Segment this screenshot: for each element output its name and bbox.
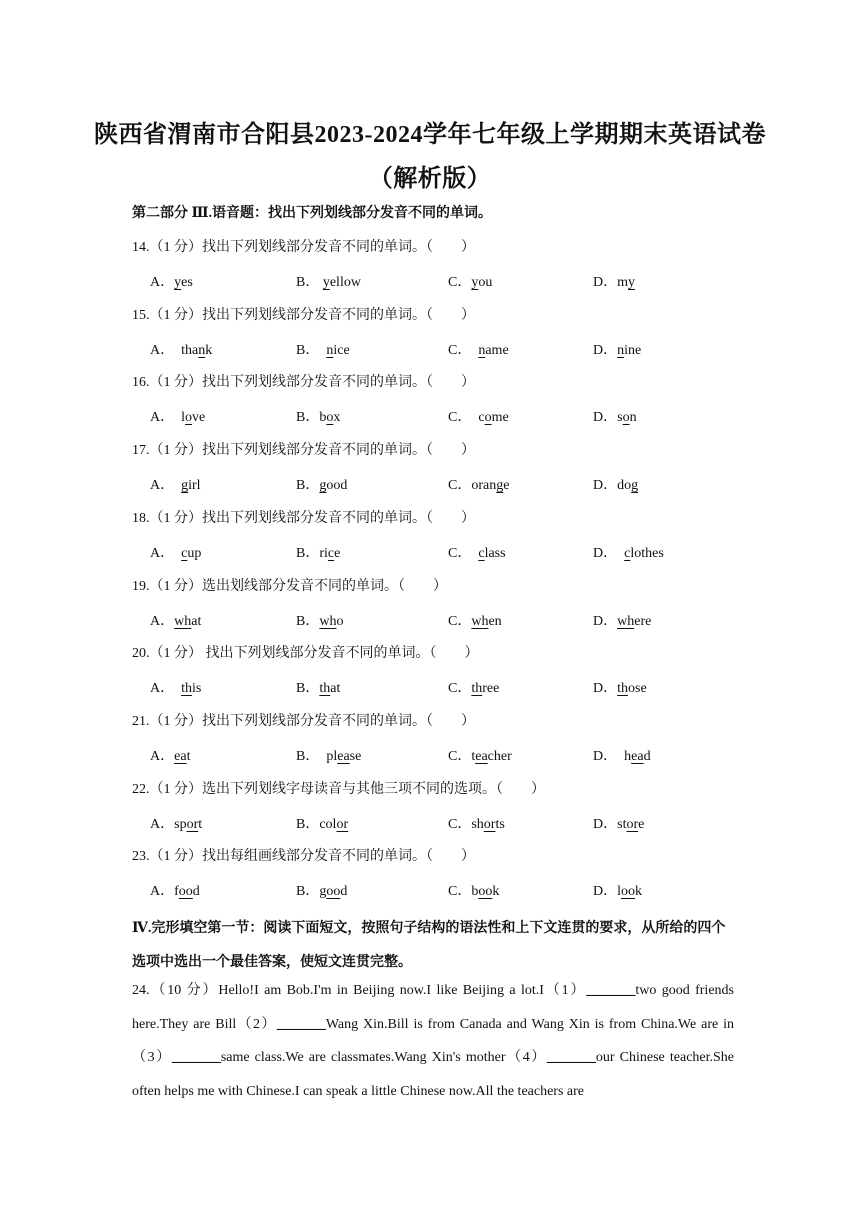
option-letter: A． [150, 816, 175, 832]
answer-option[interactable] [150, 542, 201, 562]
option-word-part: oran [471, 478, 497, 494]
option-letter: D． [593, 478, 618, 494]
underlined-letters: c [478, 545, 485, 561]
underlined-letters: n [478, 342, 486, 358]
underlined-letters: ea [337, 748, 350, 764]
blank-3[interactable]: _______ [171, 1050, 221, 1065]
option-word-part: e [503, 478, 510, 494]
answer-option[interactable] [448, 880, 499, 900]
option-letter: D． [593, 681, 618, 697]
answer-option[interactable] [296, 813, 348, 833]
question-stem: 21.（1 分）找出下列划线部分发音不同的单词。（ ） [132, 713, 475, 729]
answer-option[interactable] [448, 271, 492, 291]
option-letter: D． [593, 816, 618, 832]
option-letter: C． [448, 613, 472, 629]
question-number: 24.（10 分） [132, 983, 219, 998]
question-stem: 19.（1 分）选出划线部分发音不同的单词。（ ） [132, 578, 447, 594]
answer-option[interactable] [593, 542, 664, 562]
answer-option[interactable] [150, 677, 201, 697]
option-word-part: k [492, 884, 500, 900]
option-word-part: ve [192, 410, 206, 426]
answer-option[interactable] [150, 813, 202, 833]
option-word-part: cher [487, 748, 512, 764]
option-word-part: b [319, 410, 327, 426]
option-word-part: ellow [329, 275, 361, 290]
option-letter: C． [448, 681, 472, 697]
underlined-letters: c [624, 545, 631, 561]
underlined-letters: wh [617, 613, 635, 629]
option-word-part: col [319, 816, 337, 832]
option-word-part: tha [174, 342, 199, 358]
option-word-part: at [191, 613, 202, 629]
answer-option[interactable] [593, 880, 642, 900]
answer-option[interactable] [296, 745, 361, 765]
option-letter: C． [448, 275, 472, 290]
underlined-letters: ea [174, 748, 187, 764]
option-word-part: o [336, 613, 344, 629]
question-stem: 23.（1 分）找出每组画线部分发音不同的单词。（ ） [132, 849, 475, 865]
option-letter: A． [150, 681, 175, 697]
answer-option[interactable] [448, 542, 506, 562]
answer-option[interactable] [150, 339, 212, 359]
option-letter: D． [593, 275, 618, 290]
option-word-part: e [638, 816, 645, 832]
option-letter: A． [150, 275, 175, 290]
option-word-part: t [198, 816, 203, 832]
answer-option[interactable] [150, 271, 193, 291]
underlined-letters: ea [631, 748, 644, 764]
underlined-letters: g [181, 478, 189, 494]
underlined-letters: y [174, 275, 182, 290]
option-letter: C． [448, 884, 472, 900]
underlined-letters: o [185, 410, 193, 426]
option-word-part: t [186, 748, 191, 764]
underlined-letters: o [326, 410, 334, 426]
underlined-letters: wh [471, 613, 489, 629]
option-word-part: ood [326, 478, 348, 494]
option-word-part: k [635, 884, 643, 900]
option-word-part: k [205, 342, 213, 358]
option-letter: D． [593, 884, 618, 900]
option-word-part: at [330, 681, 341, 697]
option-letter: B． [296, 816, 320, 832]
option-letter: C． [448, 478, 472, 494]
underlined-letters: th [471, 681, 483, 697]
option-word-part: lass [484, 545, 506, 561]
option-letter: D． [593, 748, 618, 764]
answer-option[interactable] [448, 677, 499, 697]
exam-subtitle: （解析版） [368, 166, 492, 192]
underlined-letters: n [326, 342, 334, 358]
underlined-letters: th [319, 681, 331, 697]
option-word-part: d [192, 884, 200, 900]
option-word-part: ame [485, 342, 509, 358]
answer-option[interactable] [150, 474, 201, 494]
underlined-letters: wh [174, 613, 192, 629]
question-stem: 16.（1 分）找出下列划线部分发音不同的单词。（ ） [132, 375, 475, 391]
question-stem: 20.（1 分） 找出下列划线部分发音不同的单词。（ ） [132, 646, 479, 662]
option-letter: D． [593, 545, 618, 561]
option-letter: C． [448, 748, 472, 764]
underlined-letters: wh [319, 613, 337, 629]
option-letter: B． [296, 342, 320, 358]
question-stem: 17.（1 分）找出下列划线部分发音不同的单词。（ ） [132, 443, 475, 459]
option-word-part: es [181, 275, 193, 290]
option-word-part: lothes [630, 545, 664, 561]
answer-option[interactable] [593, 677, 647, 697]
option-letter: A． [150, 884, 175, 900]
question-stem: 14.（1 分）找出下列划线部分发音不同的单词。（ ） [132, 240, 475, 255]
option-letter: B． [296, 275, 320, 290]
option-word-part: t [471, 748, 476, 764]
underlined-letters: y [322, 275, 330, 290]
exam-title: 陕西省渭南市合阳县2023-2024学年七年级上学期期末英语试卷 [94, 122, 766, 148]
underlined-letters: y [628, 275, 636, 290]
option-letter: D． [593, 613, 618, 629]
answer-option[interactable] [448, 474, 509, 494]
answer-option[interactable] [593, 610, 651, 630]
option-word-part: ree [482, 681, 500, 697]
option-word-part: en [488, 613, 502, 629]
underlined-letters: g [496, 478, 504, 494]
option-word-part: ice [333, 342, 350, 358]
option-letter: A． [150, 478, 175, 494]
option-letter: B． [296, 884, 320, 900]
option-word-part: ri [319, 545, 328, 561]
option-letter: A． [150, 545, 175, 561]
option-word-part: f [174, 884, 179, 900]
blank-4[interactable]: _______ [546, 1050, 596, 1065]
underlined-letters: o [622, 410, 630, 426]
option-letter: D． [593, 410, 618, 426]
option-word-part: e [334, 545, 341, 561]
underlined-letters: oo [178, 884, 193, 900]
answer-option[interactable] [296, 339, 350, 359]
underlined-letters: n [198, 342, 206, 358]
underlined-letters: oo [478, 884, 493, 900]
option-word-part: up [187, 545, 202, 561]
passage-text-4: same class.We are classmates.Wang Xin's mother（4） [220, 1050, 547, 1065]
option-word-part: ose [628, 681, 647, 697]
option-word-part: sp [174, 816, 187, 832]
option-word-part: ine [624, 342, 642, 358]
option-word-part: pl [319, 748, 338, 764]
option-word-part: ere [634, 613, 652, 629]
underlined-letters: o [484, 410, 492, 426]
question-stem: 22.（1 分）选出下列划线字母读音与其他三项不同的选项。（ ） [132, 781, 545, 797]
passage-text-1: Hello!I am Bob.I'm in Beijing now.I like Beijing a lot.I（1） [218, 983, 587, 998]
option-word-part: n [629, 410, 637, 426]
option-word-part: st [617, 816, 627, 832]
option-word-part: h [617, 748, 632, 764]
underlined-letters: c [327, 545, 335, 561]
underlined-letters: oo [326, 884, 341, 900]
underlined-letters: c [181, 545, 188, 561]
answer-option[interactable] [296, 677, 340, 697]
option-letter: B． [296, 478, 320, 494]
underlined-letters: th [181, 681, 193, 697]
option-word-part: d [340, 884, 348, 900]
answer-option[interactable] [150, 406, 205, 426]
option-word-part: se [349, 748, 362, 764]
option-word-part: x [333, 410, 341, 426]
option-letter: A． [150, 613, 175, 629]
underlined-letters: or [483, 816, 496, 832]
answer-option[interactable] [296, 880, 347, 900]
option-letter: A． [150, 342, 175, 358]
option-letter: C． [448, 342, 472, 358]
underlined-letters: th [617, 681, 629, 697]
option-word-part: ou [478, 275, 493, 290]
option-letter: B． [296, 545, 320, 561]
answer-option[interactable] [593, 271, 635, 291]
answer-option[interactable] [448, 610, 502, 630]
option-word-part: sh [471, 816, 484, 832]
option-word-part: ts [495, 816, 505, 832]
question-stem: 18.（1 分）找出下列划线部分发音不同的单词。（ ） [132, 510, 475, 526]
passage-text-3: Wang Xin.Bill is from Canada and Wang Xin is from China.We are in（3） [132, 1016, 734, 1065]
answer-option[interactable] [448, 339, 509, 359]
question-stem: 15.（1 分）找出下列划线部分发音不同的单词。（ ） [132, 307, 475, 323]
answer-option[interactable] [593, 745, 651, 765]
answer-option[interactable] [593, 406, 637, 426]
option-word-part: do [617, 478, 632, 494]
option-word-part: m [617, 275, 629, 290]
answer-option[interactable] [593, 339, 641, 359]
option-word-part: s [617, 410, 623, 426]
underlined-letters: oo [621, 884, 636, 900]
answer-option[interactable] [593, 474, 638, 494]
option-letter: B． [296, 681, 320, 697]
option-letter: A． [150, 748, 175, 764]
option-letter: C． [448, 410, 472, 426]
option-word-part: d [643, 748, 651, 764]
blank-1[interactable]: _______ [586, 983, 636, 998]
option-word-part: l [174, 410, 186, 426]
option-letter: B． [296, 748, 320, 764]
option-letter: C． [448, 816, 472, 832]
answer-option[interactable] [296, 474, 347, 494]
option-letter: A． [150, 410, 175, 426]
answer-option[interactable] [296, 271, 361, 291]
answer-option[interactable] [593, 813, 644, 833]
option-letter: D． [593, 342, 618, 358]
underlined-letters: ea [475, 748, 488, 764]
option-word-part: b [471, 884, 479, 900]
option-letter: B． [296, 613, 320, 629]
answer-option[interactable] [448, 745, 512, 765]
section-heading-cloze: Ⅳ.完形填空第一节：阅读下面短文，按照句子结构的语法性和上下文连贯的要求，从所给的四个选项中选出一个最佳答案，使短文连贯完整。 [132, 921, 726, 970]
option-letter: C． [448, 545, 472, 561]
underlined-letters: or [186, 816, 199, 832]
answer-option[interactable] [150, 745, 190, 765]
blank-2[interactable]: _______ [276, 1016, 326, 1032]
passage-text-5: our Chinese teacher.She often helps me with Chinese.I can speak a little Chinese now.All the teachers are [132, 1050, 735, 1099]
answer-option[interactable] [150, 880, 200, 900]
underlined-letters: g [319, 478, 327, 494]
passage-text-2: two good friends here.They are Bill（2） [132, 983, 734, 1032]
underlined-letters: or [626, 816, 639, 832]
answer-option[interactable] [296, 542, 340, 562]
option-word-part: l [617, 884, 622, 900]
option-word-part: c [471, 410, 485, 426]
answer-option[interactable] [296, 610, 343, 630]
answer-option[interactable] [448, 813, 505, 833]
underlined-letters: y [471, 275, 479, 290]
option-word-part: irl [188, 478, 201, 494]
answer-option[interactable] [150, 610, 201, 630]
answer-option[interactable] [448, 406, 509, 426]
option-word-part: me [491, 410, 509, 426]
answer-option[interactable] [296, 406, 340, 426]
option-word-part: g [319, 884, 327, 900]
option-letter: B． [296, 410, 320, 426]
underlined-letters: or [336, 816, 349, 832]
cloze-passage [132, 974, 734, 1108]
underlined-letters: g [631, 478, 639, 494]
section-heading-phonetics: 第二部分 Ⅲ.语音题：找出下列划线部分发音不同的单词。 [132, 206, 493, 221]
option-word-part: is [192, 681, 202, 697]
underlined-letters: n [617, 342, 625, 358]
